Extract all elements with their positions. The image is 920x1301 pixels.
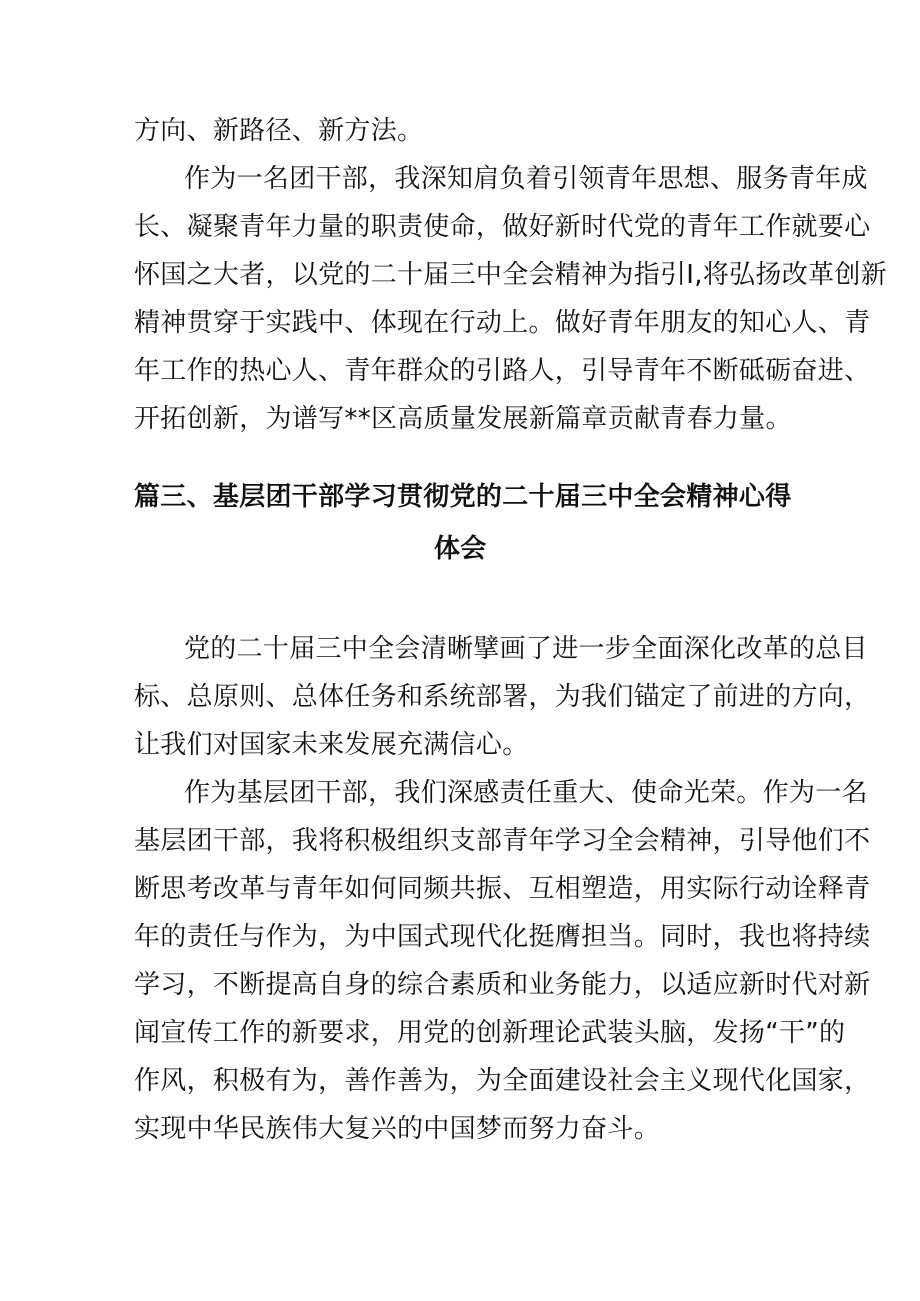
section-heading-continued: 体会 (434, 534, 487, 564)
text-line: 作风，积极有为，善作善为，为全面建设社会主义现代化国家， (134, 1066, 871, 1096)
text-line: 实现中华民族伟大复兴的中国梦而努力奋斗。 (134, 1114, 661, 1144)
text-line: 开拓创新，为谱写**区高质量发展新篇章贡献青春力量。 (134, 404, 792, 434)
text-line: 年工作的热心人、青年群众的引路人，引导青年不断砥砺奋进、 (134, 356, 871, 386)
text-line: 党的二十届三中全会清晰擘画了进一步全面深化改革的总目 (184, 634, 868, 664)
text-line: 断思考改革与青年如何同频共振、互相塑造，用实际行动诠释青 (134, 874, 871, 904)
text-line: 闻宣传工作的新要求，用党的创新理论武装头脑，发扬“干”的 (134, 1018, 846, 1048)
text-line: 作为基层团干部，我们深感责任重大、使命光荣。作为一名 (184, 778, 868, 808)
text-line: 怀国之大者，以党的二十届三中全会精神为指引I,将弘扬改革创新 (134, 260, 887, 290)
text-line: 基层团干部，我将积极组织支部青年学习全会精神，引导他们不 (134, 826, 871, 856)
text-line: 学习，不断提高自身的综合素质和业务能力，以适应新时代对新 (134, 970, 871, 1000)
text-line: 作为一名团干部，我深知肩负着引领青年思想、服务青年成 (184, 164, 868, 194)
text-line: 长、凝聚青年力量的职责使命，做好新时代党的青年工作就要心 (134, 212, 871, 242)
text-line: 年的责任与作为，为中国式现代化挺膺担当。同时，我也将持续 (134, 922, 871, 952)
text-line: 标、总原则、总体任务和系统部署，为我们锚定了前进的方向， (134, 682, 871, 712)
text-line: 精神贯穿于实践中、体现在行动上。做好青年朋友的知心人、青 (134, 308, 871, 338)
text-line: 让我们对国家未来发展充满信心。 (134, 730, 529, 760)
section-heading: 篇三、基层团干部学习贯彻党的二十届三中全会精神心得 (134, 482, 792, 512)
text-line: 方向、新路径、新方法。 (134, 116, 424, 146)
